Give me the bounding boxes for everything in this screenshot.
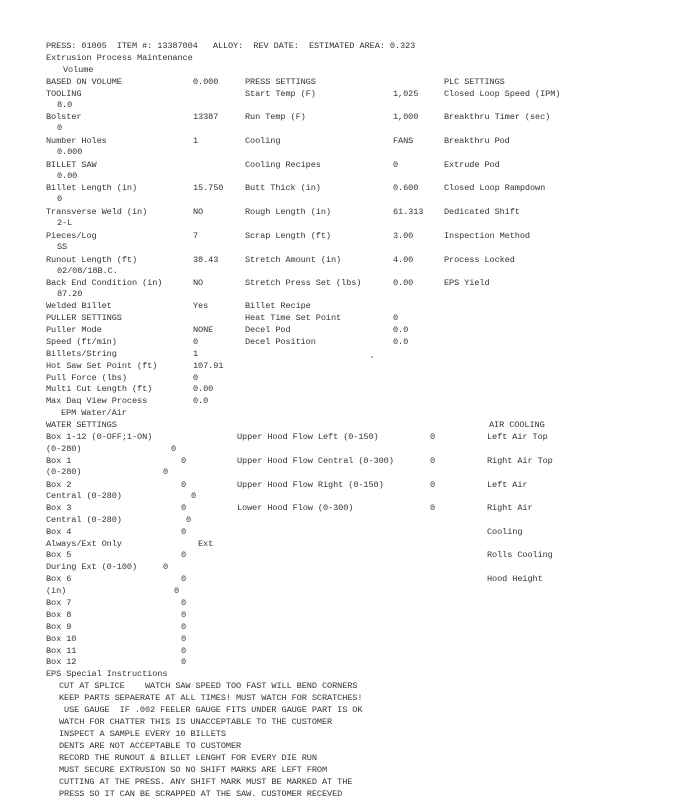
press-setting-value: 0 (393, 160, 399, 170)
col1-label: BILLET SAW (46, 160, 97, 170)
water-setting-label: Box 5 (46, 550, 72, 560)
water-setting-value: 0 (163, 562, 169, 572)
water-setting-label: (0-280) (46, 444, 82, 454)
puller-setting-value: NONE (193, 325, 214, 335)
press-setting-value: 1,025 (393, 89, 419, 99)
air-cooling-label: Right Air (487, 503, 533, 513)
col1-label: BASED ON VOLUME (46, 77, 122, 87)
epm-water-air: EPM Water/Air (61, 408, 127, 418)
air-cooling-label: Cooling (487, 527, 523, 537)
air-cooling-label: Rolls Cooling (487, 550, 553, 560)
water-setting-value: 0 (181, 598, 187, 608)
billet-recipe-title: Billet Recipe (245, 301, 311, 311)
col1-subvalue: 8.0 (57, 100, 73, 110)
col1-subvalue: 2-L (57, 218, 73, 228)
water-setting-value: 0 (163, 467, 169, 477)
press-setting-value: 61.313 (393, 207, 424, 217)
hood-flow-value: 0 (430, 480, 436, 490)
water-setting-value: 0 (181, 503, 187, 513)
press-setting-label: Scrap Length (ft) (245, 231, 331, 241)
press-setting-label: Start Temp (F) (245, 89, 316, 99)
col1-subvalue: 0.000 (57, 147, 83, 157)
plc-setting-label: Extrude Pod (444, 160, 500, 170)
col1-value: NO (193, 278, 204, 288)
puller-setting-value: 1 (193, 349, 199, 359)
col1-subvalue: 87.20 (57, 289, 83, 299)
puller-settings-title: PULLER SETTINGS (46, 313, 122, 323)
press-setting-value: 3.00 (393, 231, 414, 241)
billet-recipe-value: 0 (393, 313, 399, 323)
water-setting-value: 0 (181, 610, 187, 620)
water-setting-value: 0 (174, 586, 180, 596)
press-setting-label: Rough Length (in) (245, 207, 331, 217)
puller-setting-value: 0 (193, 373, 199, 383)
plc-setting-label: Process Locked (444, 255, 515, 265)
air-cooling-title: AIR COOLING (489, 420, 545, 430)
water-setting-label: (in) (46, 586, 67, 596)
header-press-line: PRESS: 01005 ITEM #: 13387004 ALLOY: REV DATE: ESTIMATED AREA: 0.323 (46, 41, 416, 51)
col1-label: TOOLING (46, 89, 82, 99)
water-setting-value: 0 (181, 527, 187, 537)
press-settings-title: PRESS SETTINGS (245, 77, 316, 87)
eps-instruction-line: WATCH FOR CHATTER THIS IS UNACCEPTABLE TO THE CUSTOMER (59, 717, 333, 727)
water-setting-label: Box 2 (46, 480, 72, 490)
water-setting-value: 0 (181, 646, 187, 656)
air-cooling-label: Left Air Top (487, 432, 548, 442)
water-setting-label: Box 6 (46, 574, 72, 584)
press-setting-value: FANS (393, 136, 414, 146)
air-cooling-label: Left Air (487, 480, 528, 490)
puller-setting-label: Multi Cut Length (ft) (46, 384, 153, 394)
water-setting-label: During Ext (0-100) (46, 562, 138, 572)
puller-setting-value: 0 (193, 337, 199, 347)
puller-setting-value: 0.0 (193, 396, 209, 406)
hood-flow-value: 0 (430, 503, 436, 513)
air-cooling-label: Right Air Top (487, 456, 553, 466)
billet-recipe-label: Decel Pod (245, 325, 291, 335)
water-setting-value: 0 (181, 456, 187, 466)
water-setting-label: (0-280) (46, 467, 82, 477)
scan-speck (371, 356, 373, 358)
press-setting-label: Butt Thick (in) (245, 183, 321, 193)
col1-subvalue: 0 (57, 123, 63, 133)
hood-flow-label: Upper Hood Flow Left (0-150) (237, 432, 379, 442)
col1-subvalue: 0 (57, 194, 63, 204)
plc-setting-label: Dedicated Shift (444, 207, 520, 217)
puller-setting-label: Billets/String (46, 349, 117, 359)
water-setting-label: Box 7 (46, 598, 72, 608)
col1-value: 13387 (193, 112, 219, 122)
press-setting-value: 0.00 (393, 278, 414, 288)
col1-value: 15.750 (193, 183, 224, 193)
water-setting-value: 0 (181, 480, 187, 490)
col1-value: 1 (193, 136, 199, 146)
col1-label: Transverse Weld (in) (46, 207, 148, 217)
hood-flow-value: 0 (430, 432, 436, 442)
eps-instruction-line: PRESS SO IT CAN BE SCRAPPED AT THE SAW. CUSTOMER RECEVED (59, 789, 343, 799)
hood-flow-label: Upper Hood Flow Central (0-300) (237, 456, 394, 466)
press-setting-value: 0.600 (393, 183, 419, 193)
water-setting-label: Central (0-280) (46, 515, 122, 525)
plc-setting-label: Closed Loop Speed (IPM) (444, 89, 561, 99)
hood-flow-label: Lower Hood Flow (0-300) (237, 503, 354, 513)
welded-billet-value: Yes (193, 301, 209, 311)
puller-setting-label: Puller Mode (46, 325, 102, 335)
press-setting-label: Run Temp (F) (245, 112, 306, 122)
puller-setting-label: Hot Saw Set Point (ft) (46, 361, 158, 371)
plc-setting-label: EPS Yield (444, 278, 490, 288)
press-setting-label: Stretch Amount (in) (245, 255, 342, 265)
press-setting-label: Cooling (245, 136, 281, 146)
plc-setting-label: Breakthru Pod (444, 136, 510, 146)
col1-label: Back End Condition (in) (46, 278, 163, 288)
header-title: Extrusion Process Maintenance (46, 53, 193, 63)
billet-recipe-value: 0.0 (393, 325, 409, 335)
col1-value: 0.000 (193, 77, 219, 87)
eps-instruction-line: MUST SECURE EXTRUSION SO NO SHIFT MARKS ARE LEFT FROM (59, 765, 328, 775)
puller-setting-value: 0.00 (193, 384, 214, 394)
plc-setting-label: Inspection Method (444, 231, 530, 241)
col1-subvalue: 0.00 (57, 171, 78, 181)
col1-value: NO (193, 207, 204, 217)
eps-instruction-line: CUT AT SPLICE WATCH SAW SPEED TOO FAST WILL BEND CORNERS (59, 681, 358, 691)
plc-setting-label: Closed Loop Rampdown (444, 183, 546, 193)
water-setting-label: Box 9 (46, 622, 72, 632)
water-setting-label: Box 1-12 (0-OFF;1-ON) (46, 432, 153, 442)
air-cooling-label: Hood Height (487, 574, 543, 584)
water-setting-value: 0 (181, 657, 187, 667)
eps-instruction-line: KEEP PARTS SEPAERATE AT ALL TIMES! MUST WATCH FOR SCRATCHES! (59, 693, 363, 703)
water-setting-value: 0 (181, 622, 187, 632)
hood-flow-value: 0 (430, 456, 436, 466)
billet-recipe-label: Heat Time Set Point (245, 313, 342, 323)
col1-label: Bolster (46, 112, 82, 122)
water-setting-value: 0 (171, 444, 177, 454)
water-setting-label: Box 3 (46, 503, 72, 513)
puller-setting-value: 107.91 (193, 361, 224, 371)
col1-subvalue: SS (57, 242, 68, 252)
water-setting-label: Box 11 (46, 646, 77, 656)
puller-setting-label: Max Daq View Process (46, 396, 148, 406)
water-setting-value: 0 (181, 574, 187, 584)
water-setting-label: Box 12 (46, 657, 77, 667)
press-setting-label: Cooling Recipes (245, 160, 321, 170)
header-volume: Volume (63, 65, 94, 75)
billet-recipe-value: 0.0 (393, 337, 409, 347)
water-setting-value: 0 (186, 515, 192, 525)
water-setting-value: Ext (198, 539, 214, 549)
water-setting-value: 0 (181, 550, 187, 560)
water-setting-label: Always/Ext Only (46, 539, 122, 549)
water-settings-title: WATER SETTINGS (46, 420, 117, 430)
col1-label: Billet Length (in) (46, 183, 138, 193)
water-setting-value: 0 (181, 634, 187, 644)
puller-setting-label: Pull Force (lbs) (46, 373, 127, 383)
water-setting-value: 0 (191, 491, 197, 501)
press-setting-value: 4.00 (393, 255, 414, 265)
col1-value: 7 (193, 231, 199, 241)
plc-setting-label: Breakthru Timer (sec) (444, 112, 551, 122)
puller-setting-label: Speed (ft/min) (46, 337, 117, 347)
water-setting-label: Central (0-280) (46, 491, 122, 501)
water-setting-label: Box 10 (46, 634, 77, 644)
col1-label: Runout Length (ft) (46, 255, 138, 265)
eps-title: EPS Special Instructions (46, 669, 168, 679)
press-setting-label: Stretch Press Set (lbs) (245, 278, 362, 288)
water-setting-label: Box 4 (46, 527, 72, 537)
eps-instruction-line: INSPECT A SAMPLE EVERY 10 BILLETS (59, 729, 226, 739)
eps-instruction-line: RECORD THE RUNOUT & BILLET LENGHT FOR EVERY DIE RUN (59, 753, 317, 763)
col1-value: 38.43 (193, 255, 219, 265)
billet-recipe-label: Decel Position (245, 337, 316, 347)
hood-flow-label: Upper Hood Flow Right (0-150) (237, 480, 384, 490)
col1-label: Pieces/Log (46, 231, 97, 241)
water-setting-label: Box 8 (46, 610, 72, 620)
eps-instruction-line: DENTS ARE NOT ACCEPTABLE TO CUSTOMER (59, 741, 242, 751)
col1-label: Number Holes (46, 136, 107, 146)
welded-billet-label: Welded Billet (46, 301, 112, 311)
press-setting-value: 1,000 (393, 112, 419, 122)
col1-subvalue: 02/08/18B.C. (57, 266, 118, 276)
water-setting-label: Box 1 (46, 456, 72, 466)
eps-instruction-line: USE GAUGE IF .002 FEELER GAUGE FITS UNDER GAUGE PART IS OK (59, 705, 363, 715)
eps-instruction-line: CUTTING AT THE PRESS. ANY SHIFT MARK MUST BE MARKED AT THE (59, 777, 353, 787)
plc-settings-title: PLC SETTINGS (444, 77, 505, 87)
